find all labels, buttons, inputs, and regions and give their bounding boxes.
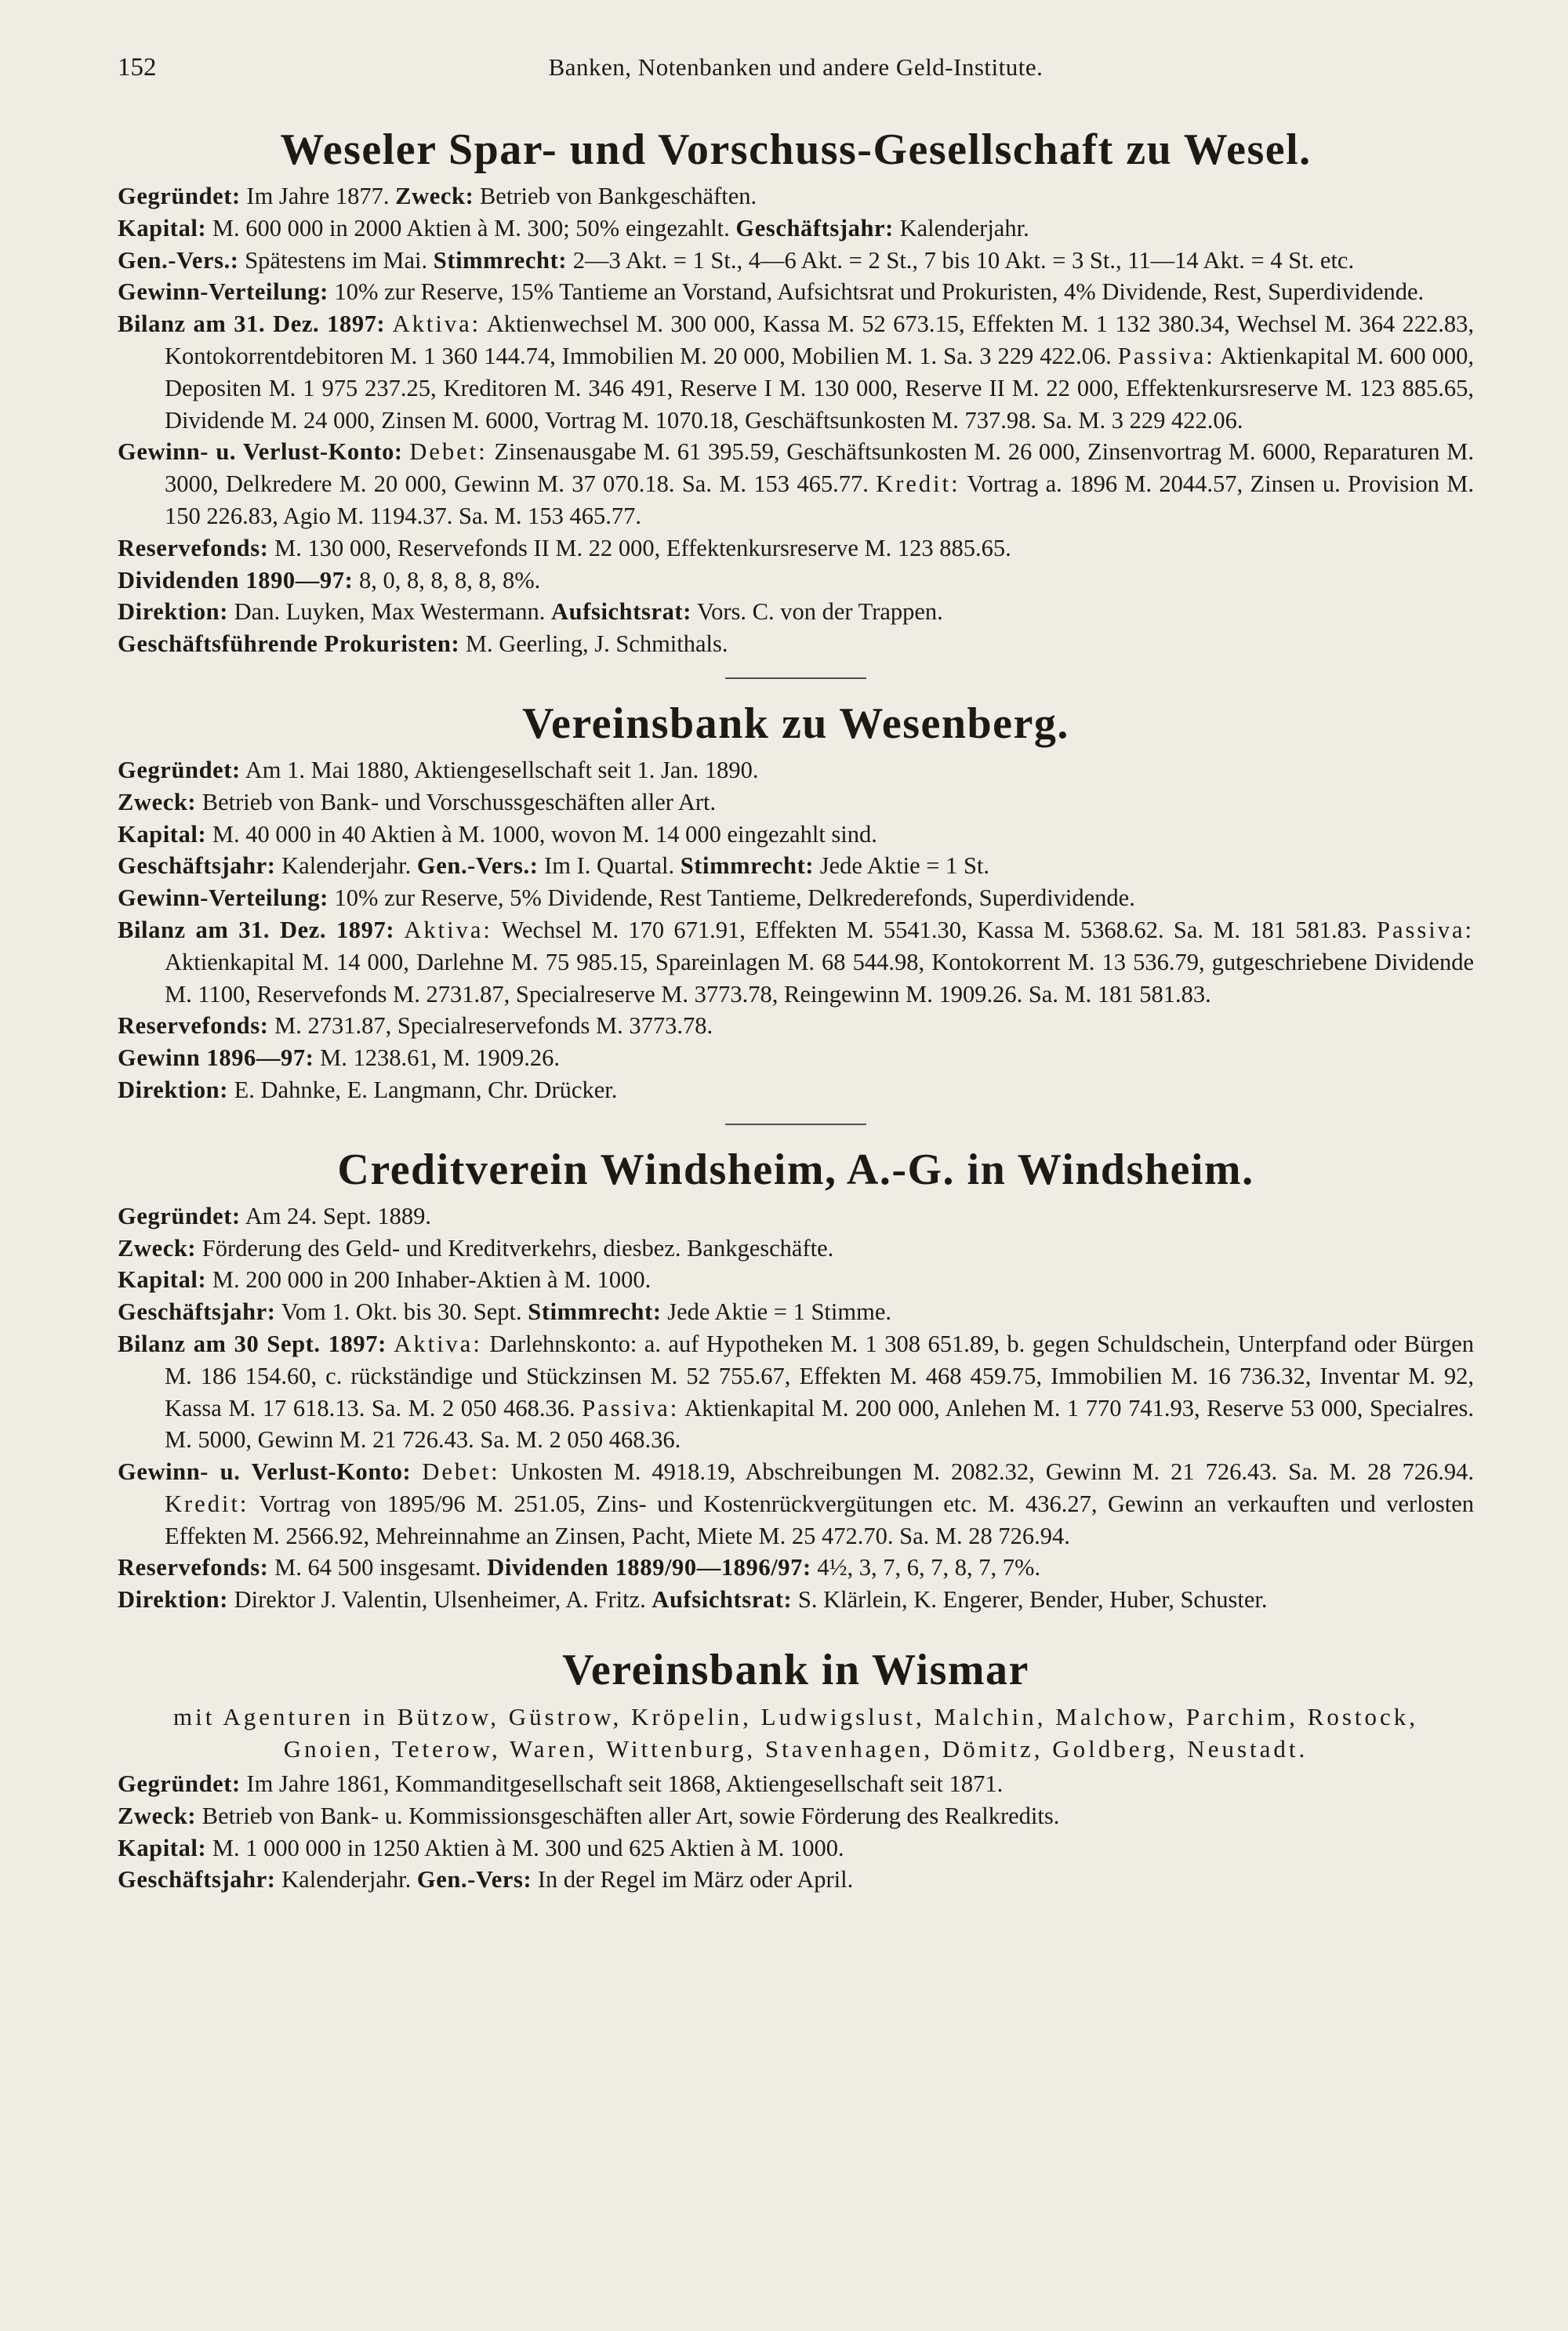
entry-capital: Kapital: M. 1 000 000 in 1250 Aktien à M. 300 und 625 Aktien à M. 1000. [118,1834,844,1861]
entry-profit-loss: Gewinn- u. Verlust-Konto: Debet: Unkosten M. 4918.19, Abschreibungen M. 2082.32, Gewinn M. 21 726.43. Sa. M. 28 726.94. Kredit: Vortrag von 1895/96 M. 251.05, Zins- und Kostenrückvergütungen etc. M. 436.27, Gewinn an verkauften und verlosten Effekten M. 2566.92, Mehreinnahme an Zinsen, Pacht, Miete M. 25 472.70. Sa. M. 28 726.94. [118,1458,1475,1549]
entry-direction: Direktion: E. Dahnke, E. Langmann, Chr. Drücker. [118,1076,618,1103]
entry-purpose: Zweck: Betrieb von Bank- und Vorschussgeschäften aller Art. [118,788,717,815]
entry-reserve-funds: Reservefonds: M. 2731.87, Specialreservefonds M. 3773.78. [118,1012,713,1040]
institution-title: Vereinsbank in Wismar [562,1646,1029,1695]
entry-profit-distribution: Gewinn-Verteilung: 10% zur Reserve, 15% Tantieme an Vorstand, Aufsichtsrat und Prokuristen, 4% Dividende, Rest, Superdividende. [118,278,1425,306]
institution-title: Creditverein Windsheim, A.-G. in Windsheim. [337,1145,1254,1194]
institution-title: Vereinsbank zu Wesenberg. [522,699,1069,748]
entry-purpose: Zweck: Betrieb von Bank- u. Kommissionsgeschäften aller Art, sowie Förderung des Realkredits. [118,1802,1060,1829]
page-body [118,119,1474,1896]
section-divider [725,677,866,679]
entry-founded: Gegründet: Im Jahre 1877. Zweck: Betrieb von Bankgeschäften. [118,183,757,209]
institution-section [118,119,1474,660]
entry-balance-sheet: Bilanz am 31. Dez. 1897: Aktiva: Aktienwechsel M. 300 000, Kassa M. 52 673.15, Effekten M. 1 132 380.34, Wechsel M. 364 222.83, Kontokorrentdebitoren M. 1 360 144.74, Immobilien M. 20 000, Mobilien M. 1. Sa. 3 229 422.06. Passiva: Aktienkapital M. 600 000, Depositen M. 1 975 237.25, Kreditoren M. 346 491, Reserve I M. 130 000, Reserve II M. 22 000, Effektenkursreserve M. 123 885.65, Dividende M. 24 000, Zinsen M. 6000, Vortrag M. 1070.18, Geschäftsunkosten M. 737.98. Sa. M. 3 229 422.06. [118,310,1474,434]
entry-direction: Direktion: Dan. Luyken, Max Westermann. Aufsichtsrat: Vors. C. von der Trappen. [118,598,943,626]
entry-capital: Kapital: M. 40 000 in 40 Aktien à M. 1000, wovon M. 14 000 eingezahlt sind. [118,820,877,848]
entry-procurators: Geschäftsführende Prokuristen: M. Geerling, J. Schmithals. [118,630,728,658]
entry-purpose: Zweck: Förderung des Geld- und Kreditverkehrs, diesbez. Bankgeschäfte. [118,1234,834,1262]
entry-fiscal-year: Geschäftsjahr: Kalenderjahr. Gen.-Vers: In der Regel im März oder April. [118,1866,854,1893]
entry-profit-distribution: Gewinn-Verteilung: 10% zur Reserve, 5% Dividende, Rest Tantieme, Delkrederefonds, Superdividende. [118,884,1135,912]
entry-founded: Gegründet: Am 1. Mai 1880, Aktiengesellschaft seit 1. Jan. 1890. [118,756,759,783]
entry-fiscal-year: Geschäftsjahr: Kalenderjahr. Gen.-Vers.: Im I. Quartal. Stimmrecht: Jede Aktie = 1 St. [118,852,990,880]
entry-reserve-funds: Reservefonds: M. 64 500 insgesamt. Dividenden 1889/90—1896/97: 4½, 3, 7, 6, 7, 8, 7, 7%. [118,1554,1041,1581]
institution-section [118,1639,1474,1896]
entry-reserve-funds: Reservefonds: M. 130 000, Reservefonds II M. 22 000, Effektenkursreserve M. 123 885.65. [118,534,1011,561]
entry-balance-sheet: Bilanz am 30 Sept. 1897: Aktiva: Darlehnskonto: a. auf Hypotheken M. 1 308 651.89, b. gegen Schuldschein, Unterpfand oder Bürgen M. 186 154.60, c. rückständige und Stückzinsen M. 52 755.67, Effekten M. 468 459.75, Immobilien M. 16 736.32, Inventar M. 92, Kassa M. 17 618.13. Sa. M. 2 050 468.36. Passiva: Aktienkapital M. 200 000, Anlehen M. 1 770 741.93, Reserve 53 000, Specialres. M. 5000, Gewinn M. 21 726.43. Sa. M. 2 050 468.36. [118,1330,1475,1454]
entry-capital: Kapital: M. 600 000 in 2000 Aktien à M. 300; 50% eingezahlt. Geschäftsjahr: Kalenderjahr. [118,214,1029,241]
page-header [118,53,1474,89]
entry-direction: Direktion: Direktor J. Valentin, Ulsenheimer, A. Fritz. Aufsichtsrat: S. Klärlein, K. Engerer, Bender, Huber, Schuster. [118,1586,1268,1614]
page-number: 152 [118,53,157,82]
entry-dividends: Dividenden 1890—97: 8, 0, 8, 8, 8, 8, 8%. [118,566,541,594]
entry-capital: Kapital: M. 200 000 in 200 Inhaber-Aktien à M. 1000. [118,1266,652,1294]
institution-section [118,1139,1474,1616]
entry-founded: Gegründet: Am 24. Sept. 1889. [118,1202,431,1229]
section-divider [725,1124,866,1125]
entry-fiscal-year: Geschäftsjahr: Vom 1. Okt. bis 30. Sept. Stimmrecht: Jede Aktie = 1 Stimme. [118,1298,891,1326]
entry-profit: Gewinn 1896—97: M. 1238.61, M. 1909.26. [118,1044,560,1072]
entry-general-meeting: Gen.-Vers.: Spätestens im Mai. Stimmrecht: 2—3 Akt. = 1 St., 4—6 Akt. = 2 St., 7 bis 10 Akt. = 3 St., 11—14 Akt. = 4 St. etc. [118,246,1355,274]
institution-subtitle: mit Agenturen in Bützow, Güstrow, Kröpelin, Ludwigslust, Malchin, Malchow, Parchim, Rostock, Gnoien, Teterow, Waren, Wittenburg, Stavenhagen, Dömitz, Goldberg, Neustadt. [172,1703,1419,1763]
entry-founded: Gegründet: Im Jahre 1861, Kommanditgesellschaft seit 1868, Aktiengesellschaft seit 1871. [118,1770,1004,1798]
entry-profit-loss: Gewinn- u. Verlust-Konto: Debet: Zinsenausgabe M. 61 395.59, Geschäftsunkosten M. 26 000, Zinsenvortrag M. 6000, Reparaturen M. 3000, Delkredere M. 20 000, Gewinn M. 37 070.18. Sa. M. 153 465.77. Kredit: Vortrag a. 1896 M. 2044.57, Zinsen u. Provision M. 150 226.83, Agio M. 1194.37. Sa. M. 153 465.77. [118,438,1475,529]
running-title: Banken, Notenbanken und andere Geld-Institute. [548,53,1044,81]
institution-title: Weseler Spar- und Vorschuss-Gesellschaft zu Wesel. [280,125,1312,174]
institution-section [118,693,1474,1106]
entry-balance-sheet: Bilanz am 31. Dez. 1897: Aktiva: Wechsel M. 170 671.91, Effekten M. 5541.30, Kassa M. 5368.62. Sa. M. 181 581.83. Passiva: Aktienkapital M. 14 000, Darlehne M. 75 985.15, Spareinlagen M. 68 544.98, Kontokorrent M. 13 536.79, gutgeschriebene Dividende M. 1100, Reservefonds M. 2731.87, Specialreserve M. 3773.78, Reingewinn M. 1909.26. Sa. M. 181 581.83. [118,916,1475,1008]
